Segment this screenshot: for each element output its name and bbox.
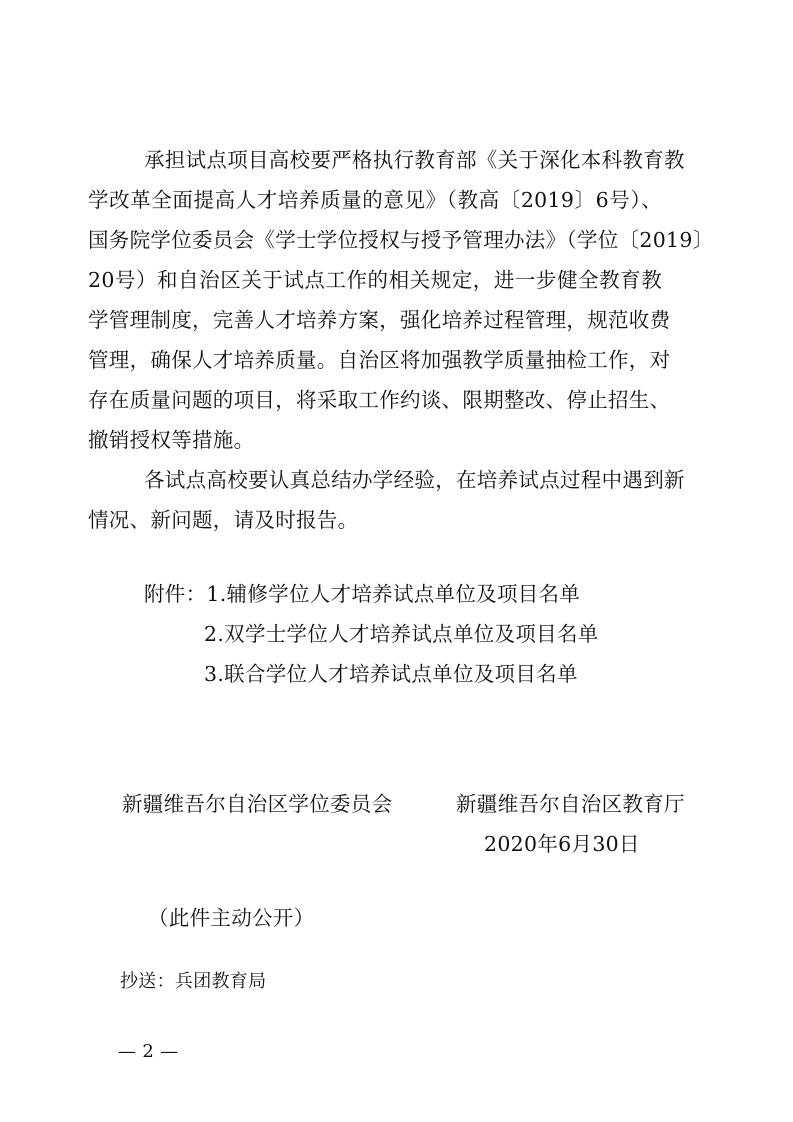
paragraph-1-line-1: 承担试点项目高校要严格执行教育部《关于深化本科教育教 — [144, 148, 685, 172]
issuer-degree-committee: 新疆维吾尔自治区学位委员会 — [122, 792, 393, 816]
paragraph-2-line-2: 情况、新问题，请及时报告。 — [88, 508, 359, 532]
paragraph-1-line-3: 国务院学位委员会《学士学位授权与授予管理办法》（学位〔2019〕 — [88, 228, 714, 252]
page-number: — 2 — — [118, 1041, 179, 1062]
disclosure-note: （此件主动公开） — [148, 906, 315, 930]
paragraph-1-line-8: 撤销授权等措施。 — [88, 428, 255, 452]
paragraph-1-line-2: 学改革全面提高人才培养质量的意见》（教高〔2019〕6号）、 — [88, 188, 662, 212]
cc-line: 抄送：兵团教育局 — [120, 971, 267, 992]
attachment-item-3: 3.联合学位人才培养试点单位及项目名单 — [204, 662, 578, 686]
attachment-item-1: 附件：1.辅修学位人才培养试点单位及项目名单 — [144, 582, 581, 606]
paragraph-1-line-5: 学管理制度，完善人才培养方案，强化培养过程管理，规范收费 — [88, 308, 671, 332]
paragraph-1-line-6: 管理，确保人才培养质量。自治区将加强教学质量抽检工作，对 — [88, 348, 671, 372]
issuer-education-department: 新疆维吾尔自治区教育厅 — [456, 792, 685, 816]
paragraph-1-line-7: 存在质量问题的项目，将采取工作约谈、限期整改、停止招生、 — [88, 388, 671, 412]
issue-date: 2020年6月30日 — [484, 832, 640, 856]
attachment-item-2: 2.双学士学位人才培养试点单位及项目名单 — [204, 622, 599, 646]
paragraph-2-line-1: 各试点高校要认真总结办学经验，在培养试点过程中遇到新 — [144, 468, 685, 492]
paragraph-1-line-4: 20号）和自治区关于试点工作的相关规定，进一步健全教育教 — [88, 268, 662, 292]
